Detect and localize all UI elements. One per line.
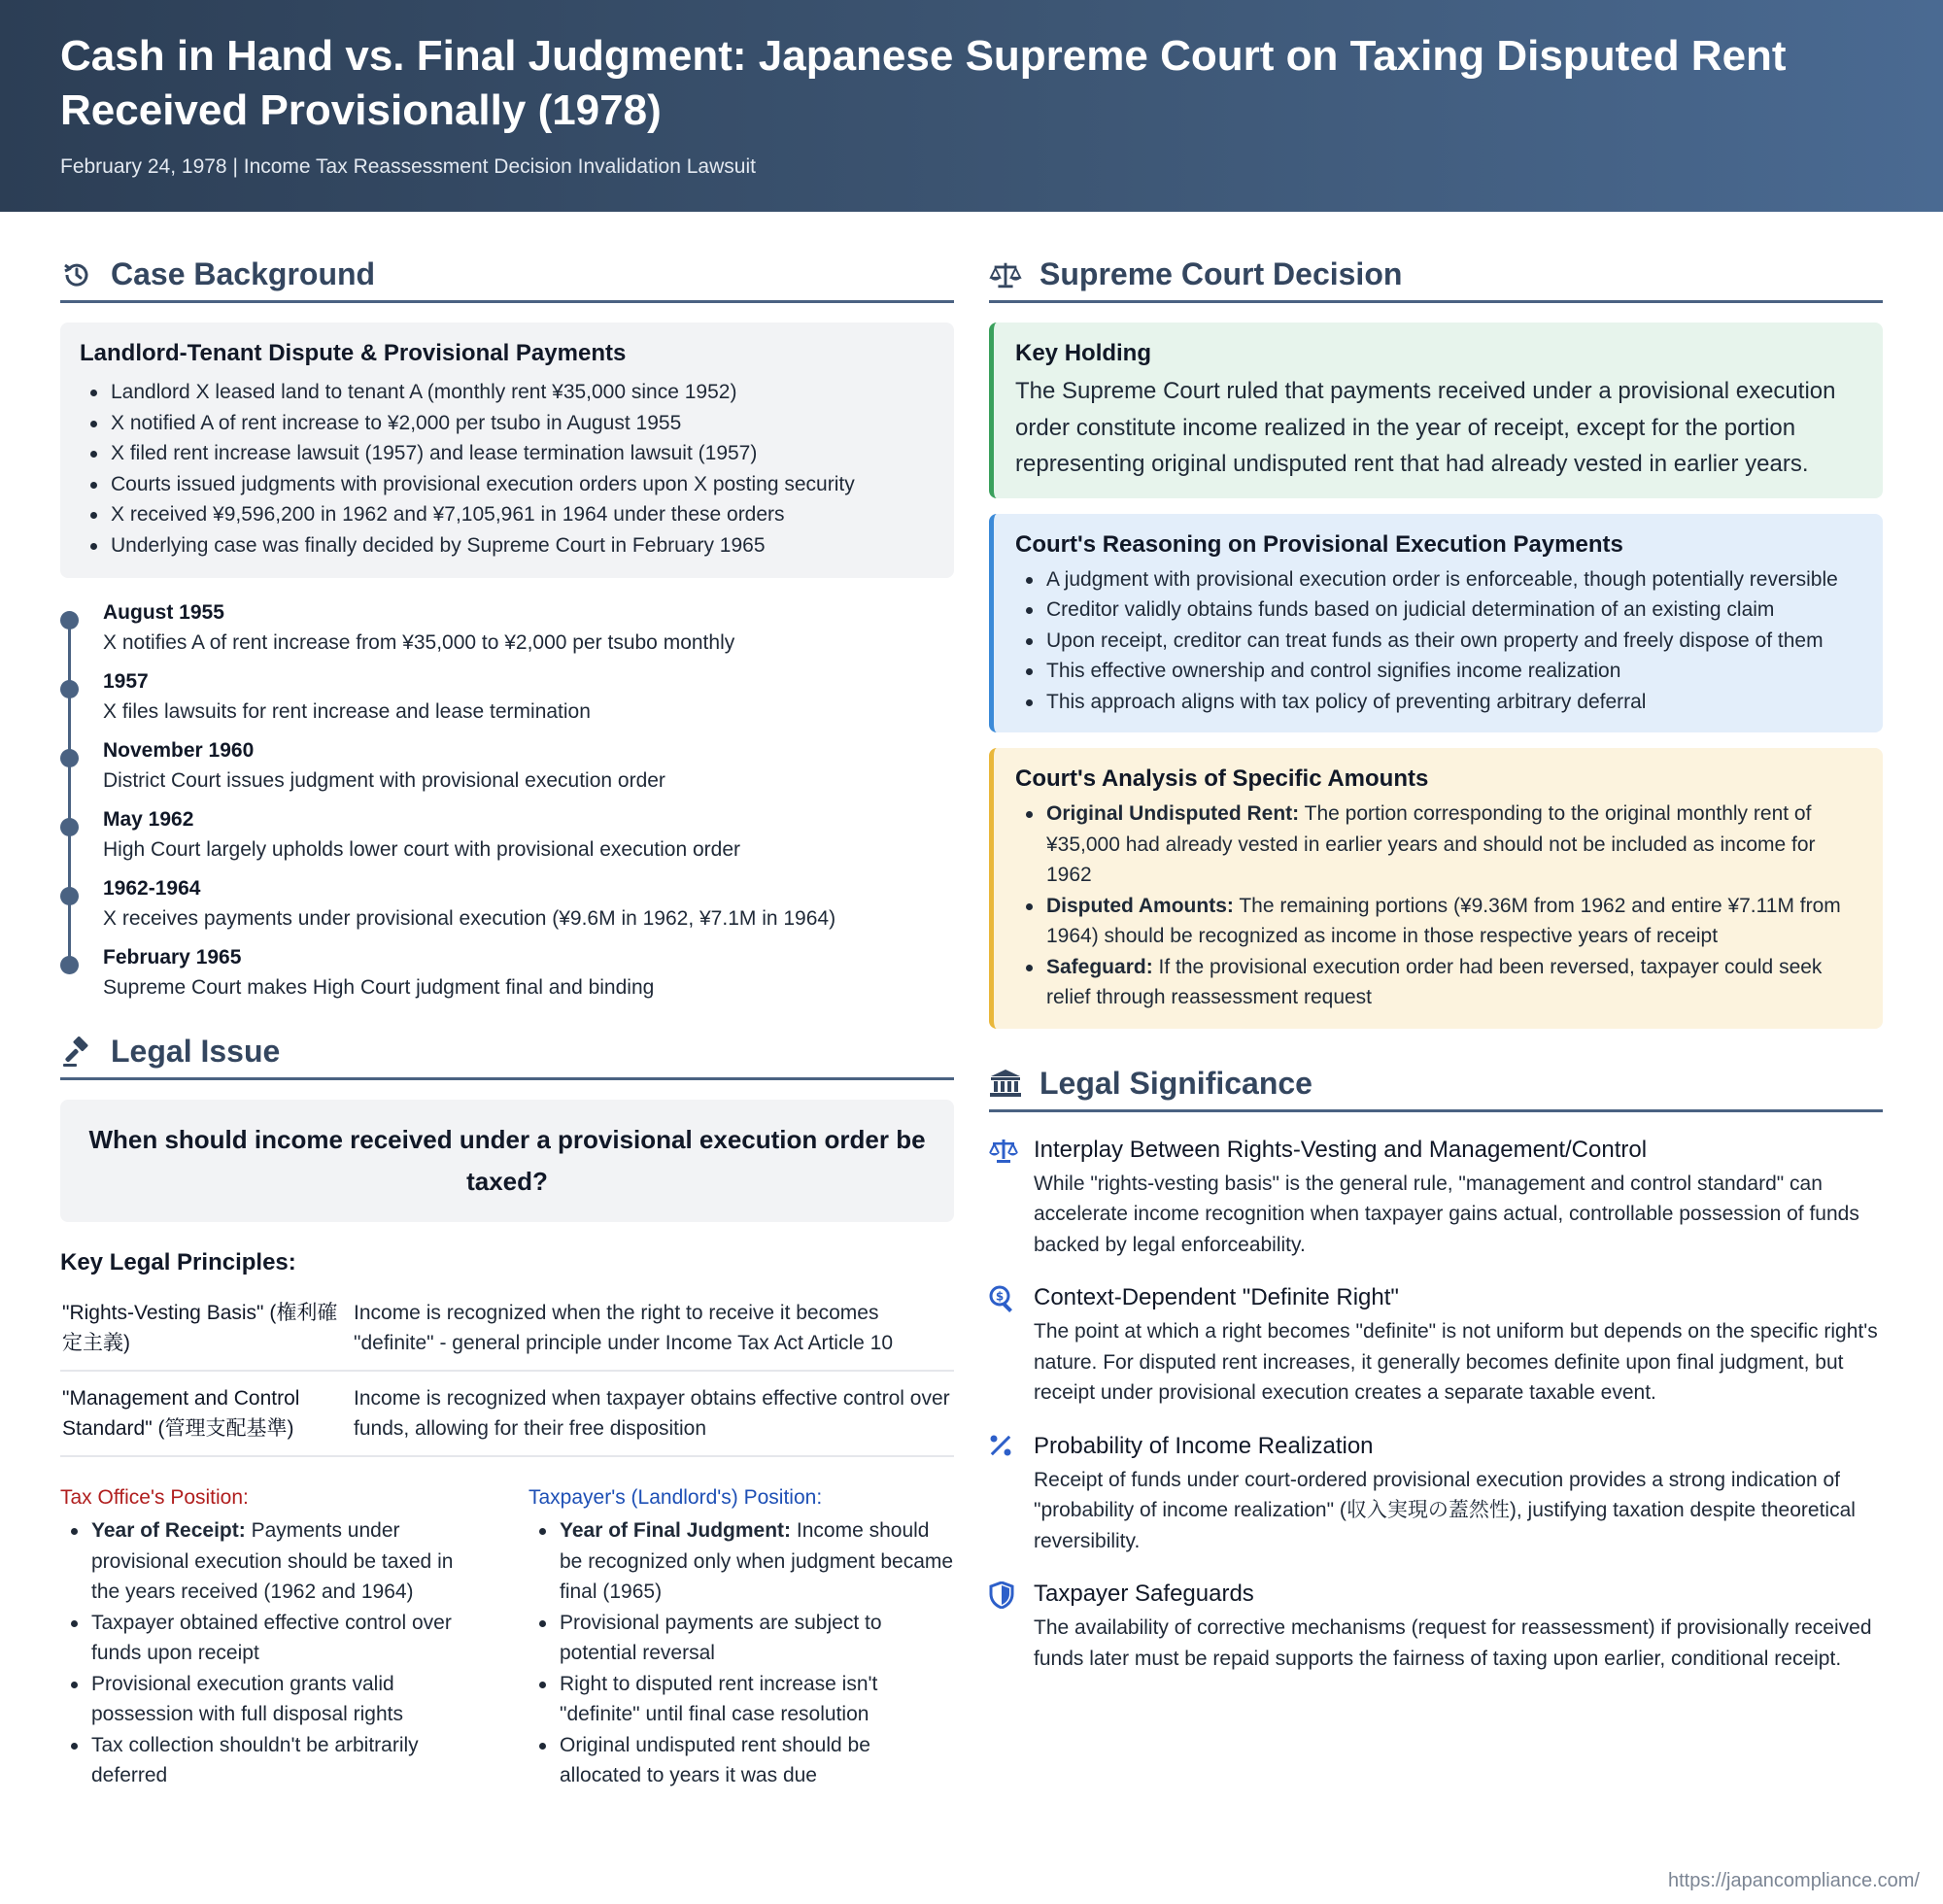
timeline — [60, 597, 954, 1003]
list-item — [1015, 799, 1863, 891]
dispute-box-title: Landlord-Tenant Dispute & Provisional Payments — [80, 340, 627, 366]
legal-issue-title: Legal Issue — [111, 1034, 281, 1069]
page-subtitle: February 24, 1978 | Income Tax Reassessment Decision Invalidation Lawsuit — [60, 155, 756, 178]
list-item-text: If the provisional execution order had been reversed, taxpayer could seek relief through reassessment request — [1046, 955, 1823, 1008]
list-item: X notified A of rent increase to ¥2,000 per tsubo in August 1955 — [80, 408, 935, 439]
list-item-text: Provisional payments are subject to potential reversal — [560, 1611, 882, 1664]
timeline-dot — [60, 749, 79, 767]
significance-item-title: Interplay Between Rights-Vesting and Management/Control — [1034, 1136, 1648, 1163]
significance-item-title: Taxpayer Safeguards — [1034, 1581, 1254, 1607]
balance-scale-icon — [989, 258, 1022, 291]
significance-item — [989, 1430, 1883, 1557]
list-item: Courts issued judgments with provisional execution orders upon X posting security — [80, 469, 935, 500]
list-item: Underlying case was finally decided by Supreme Court in February 1965 — [80, 530, 935, 561]
list-item-text: Original undisputed rent should be allocated to years it was due — [560, 1733, 870, 1786]
dispute-bullets — [80, 377, 935, 561]
list-item — [1015, 891, 1863, 952]
list-item — [528, 1669, 954, 1730]
significance-item-text: The availability of corrective mechanisms (request for reassessment) if provisionally received funds later must be repaid supports the fairness of taxing upon earlier, conditional receipt. — [1034, 1616, 1872, 1670]
timeline-item — [103, 666, 954, 727]
significance-header — [989, 1062, 1883, 1112]
key-holding-text: The Supreme Court ruled that payments received under a provisional execution order constitute income realized in the year of receipt, except for the portion representing original undisputed rent that had already vested in earlier years. — [1015, 378, 1836, 477]
timeline-item — [103, 597, 954, 658]
significance-body — [1034, 1578, 1883, 1674]
shield-icon — [989, 1578, 1020, 1674]
decision-header — [989, 253, 1883, 303]
list-item — [60, 1515, 486, 1608]
list-item-text: Right to disputed rent increase isn't "definite" until final case resolution — [560, 1672, 878, 1725]
timeline-desc: X files lawsuits for rent increase and lease termination — [103, 700, 591, 723]
significance-item-title: Probability of Income Realization — [1034, 1432, 1374, 1459]
significance-item-text: The point at which a right becomes "definite" is not uniform but depends on the specific right's nature. For disputed rent increases, it generally becomes definite upon final judgment, but receipt under provisional execution creates a separate taxable event. — [1034, 1320, 1878, 1404]
timeline-desc: X receives payments under provisional execution (¥9.6M in 1962, ¥7.1M in 1964) — [103, 907, 836, 930]
list-item-text: Income should be recognized only when judgment became final (1965) — [560, 1519, 954, 1603]
list-item: X filed rent increase lawsuit (1957) and lease termination lawsuit (1957) — [80, 438, 935, 469]
timeline-item — [103, 735, 954, 796]
list-item: Creditor validly obtains funds based on judicial determination of an existing claim — [1015, 595, 1863, 626]
scale-icon — [989, 1134, 1020, 1261]
list-item-label: Disputed Amounts: — [1046, 894, 1234, 917]
timeline-dot — [60, 818, 79, 836]
tax-office-position — [60, 1486, 486, 1791]
right-column — [989, 212, 1883, 1674]
list-item: This effective ownership and control signifies income realization — [1015, 656, 1863, 687]
taxpayer-position — [528, 1486, 954, 1791]
timeline-dot — [60, 680, 79, 698]
list-item — [1015, 952, 1863, 1013]
timeline-desc: Supreme Court makes High Court judgment final and binding — [103, 976, 655, 999]
list-item — [528, 1730, 954, 1791]
significance-body — [1034, 1281, 1883, 1409]
timeline-date: November 1960 — [103, 739, 255, 762]
timeline-desc: X notifies A of rent increase from ¥35,000 to ¥2,000 per tsubo monthly — [103, 631, 735, 654]
percent-icon — [989, 1430, 1020, 1557]
list-item-text: The remaining portions (¥9.36M from 1962 and entire ¥7.11M from 1964) should be recognized as income in those respective years of receipt — [1046, 894, 1841, 947]
significance-item-text: While "rights-vesting basis" is the general rule, "management and control standard" can accelerate income recognition when taxpayer gains actual, controllable possession of funds backed by legal enforceability. — [1034, 1172, 1859, 1256]
history-icon — [60, 258, 93, 291]
significance-item — [989, 1578, 1883, 1674]
decision-title: Supreme Court Decision — [1040, 256, 1403, 291]
principle-row — [60, 1371, 954, 1456]
significance-list — [989, 1134, 1883, 1675]
svg-text:$: $ — [995, 1289, 1005, 1304]
reasoning-card — [989, 514, 1883, 733]
list-item-text: Payments under provisional execution should be taxed in the years received (1962 and 1964) — [91, 1519, 454, 1603]
list-item: Landlord X leased land to tenant A (monthly rent ¥35,000 since 1952) — [80, 377, 935, 408]
significance-body — [1034, 1134, 1883, 1261]
timeline-desc: District Court issues judgment with provisional execution order — [103, 769, 665, 792]
list-item: A judgment with provisional execution order is enforceable, though potentially reversible — [1015, 564, 1863, 595]
gavel-icon — [60, 1036, 93, 1069]
landmark-icon — [989, 1067, 1022, 1100]
list-item — [528, 1515, 954, 1608]
timeline-date: August 1955 — [103, 601, 224, 624]
case-background-header — [60, 253, 954, 303]
timeline-item — [103, 804, 954, 865]
reasoning-title: Court's Reasoning on Provisional Execution Payments — [1015, 530, 1623, 558]
timeline-date: February 1965 — [103, 946, 242, 969]
principle-definition: Income is recognized when taxpayer obtains effective control over funds, allowing for their free disposition — [352, 1371, 954, 1456]
timeline-line — [68, 613, 71, 964]
timeline-dot — [60, 887, 79, 905]
list-item — [60, 1669, 486, 1730]
case-background-title: Case Background — [111, 256, 376, 291]
timeline-item — [103, 942, 954, 1003]
significance-item-text: Receipt of funds under court-ordered provisional execution provides a strong indication of "probability of income realization" (収入実現の蓋然性), justifying taxation despite theoretical reversibility. — [1034, 1468, 1856, 1552]
significance-title: Legal Significance — [1040, 1065, 1312, 1101]
list-item: X received ¥9,596,200 in 1962 and ¥7,105,961 in 1964 under these orders — [80, 499, 935, 530]
legal-issue-header — [60, 1030, 954, 1080]
analysis-title: Court's Analysis of Specific Amounts — [1015, 765, 1429, 792]
timeline-dot — [60, 956, 79, 974]
list-item-label: Year of Receipt: — [91, 1519, 246, 1542]
list-item-text: The portion corresponding to the original monthly rent of ¥35,000 had already vested in earlier years and should not be included as income for 1962 — [1046, 802, 1816, 886]
positions — [60, 1486, 954, 1791]
timeline-item — [103, 873, 954, 934]
list-item: Upon receipt, creditor can treat funds as their own property and freely dispose of them — [1015, 626, 1863, 657]
principle-definition: Income is recognized when the right to receive it becomes "definite" - general principle under Income Tax Act Article 10 — [352, 1286, 954, 1371]
significance-item-title: Context-Dependent "Definite Right" — [1034, 1284, 1399, 1310]
list-item-label: Original Undisputed Rent: — [1046, 802, 1300, 825]
significance-body — [1034, 1430, 1883, 1557]
timeline-date: 1962-1964 — [103, 877, 201, 900]
search-dollar-icon — [989, 1281, 1020, 1409]
list-item — [60, 1608, 486, 1669]
principle-term: "Management and Control Standard" (管理支配基準) — [60, 1371, 352, 1456]
left-column — [60, 212, 954, 1791]
list-item — [60, 1730, 486, 1791]
principles-title: Key Legal Principles: — [60, 1249, 296, 1275]
list-item-text: Provisional execution grants valid possession with full disposal rights — [91, 1672, 403, 1725]
page-title: Cash in Hand vs. Final Judgment: Japanese Supreme Court on Taxing Disputed Rent Received Provisionally (1978) — [60, 32, 1787, 134]
timeline-dot — [60, 611, 79, 629]
list-item-label: Safeguard: — [1046, 955, 1153, 978]
principles-table — [60, 1286, 954, 1457]
list-item-label: Year of Final Judgment: — [560, 1519, 792, 1542]
list-item-text: Taxpayer obtained effective control over funds upon receipt — [91, 1611, 452, 1664]
timeline-desc: High Court largely upholds lower court with provisional execution order — [103, 838, 740, 861]
key-holding-card — [989, 323, 1883, 498]
key-holding-title: Key Holding — [1015, 340, 1152, 366]
analysis-card — [989, 748, 1883, 1029]
list-item — [528, 1608, 954, 1669]
timeline-date: 1957 — [103, 670, 149, 693]
principle-term: "Rights-Vesting Basis" (権利確定主義) — [60, 1286, 352, 1371]
timeline-date: May 1962 — [103, 808, 194, 831]
significance-item — [989, 1281, 1883, 1409]
legal-question: When should income received under a provisional execution order be taxed? — [60, 1100, 954, 1222]
taxpayer-title: Taxpayer's (Landlord's) Position: — [528, 1486, 823, 1509]
dispute-box — [60, 323, 954, 578]
list-item-text: Tax collection shouldn't be arbitrarily deferred — [91, 1733, 419, 1786]
principle-row — [60, 1286, 954, 1371]
page-header — [0, 0, 1943, 212]
tax-office-title: Tax Office's Position: — [60, 1486, 249, 1509]
footer-url[interactable]: https://japancompliance.com/ — [1667, 1870, 1920, 1891]
significance-item — [989, 1134, 1883, 1261]
list-item: This approach aligns with tax policy of preventing arbitrary deferral — [1015, 687, 1863, 718]
